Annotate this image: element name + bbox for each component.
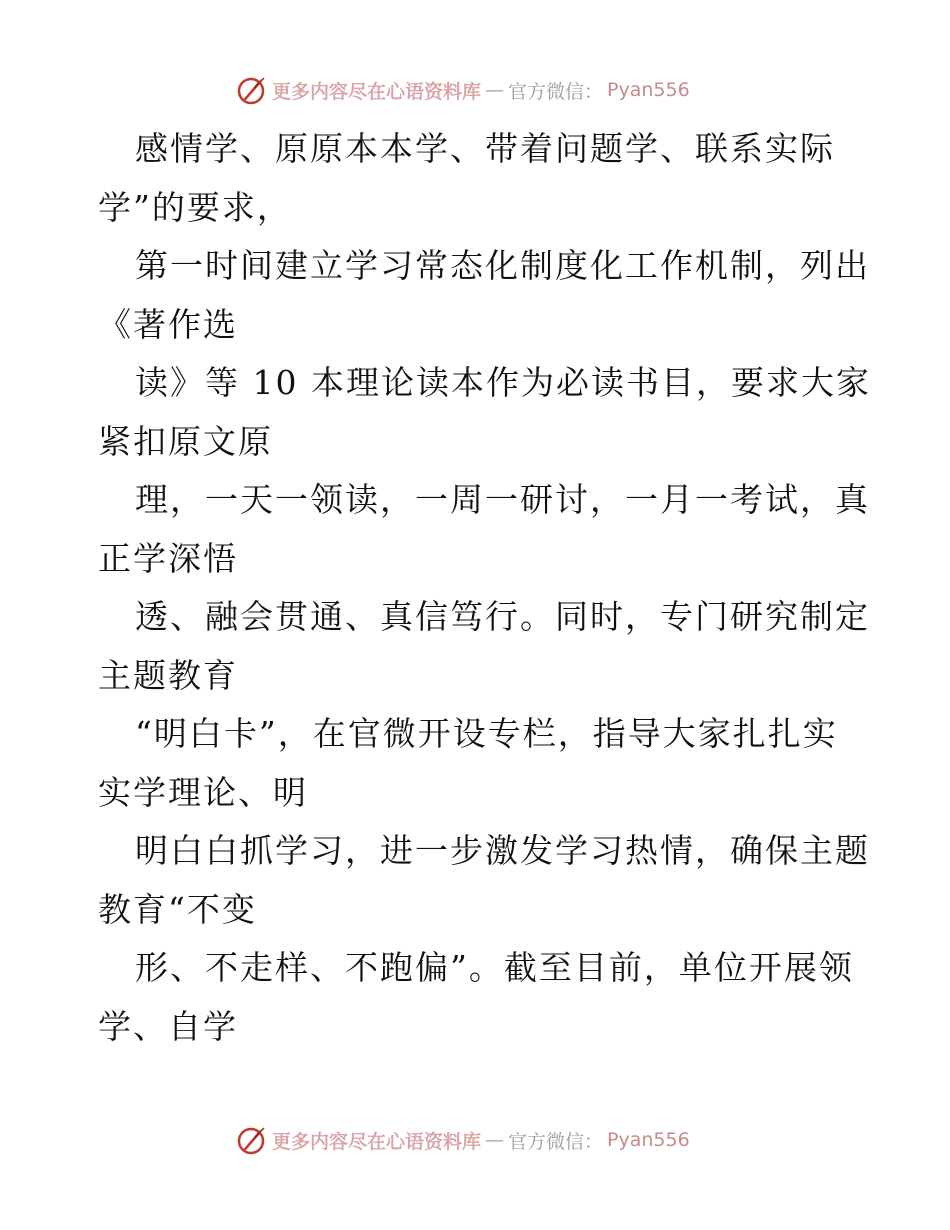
body-line: “明白卡”，在官微开设专栏，指导大家扎扎实 xyxy=(135,714,838,753)
body-line: 学、自学 xyxy=(98,1006,238,1046)
footer-watermark xyxy=(236,1122,690,1158)
body-line: 第一时间建立学习常态化制度化工作机制，列出 xyxy=(135,246,870,285)
watermark-label: 官方微信： xyxy=(508,80,604,103)
body-line: 实学理论、明 xyxy=(98,772,308,812)
body-line: 明白白抓学习，进一步激发学习热情，确保主题 xyxy=(135,831,870,870)
watermark-dash: — xyxy=(485,1129,505,1151)
watermark-dash: — xyxy=(485,79,505,101)
watermark-brand: 更多内容尽在心语资料库 xyxy=(272,80,482,103)
body-line: 读》等 10 本理论读本作为必读书目，要求大家 xyxy=(135,363,871,402)
body-line: 紧扣原文原 xyxy=(98,421,273,461)
header-watermark xyxy=(236,72,690,108)
watermark-brand: 更多内容尽在心语资料库 xyxy=(272,1130,482,1153)
quill-logo-icon xyxy=(236,74,268,106)
body-line: 透、融会贯通、真信笃行。同时，专门研究制定 xyxy=(135,597,870,636)
watermark-label: 官方微信： xyxy=(508,1130,604,1153)
body-line: 正学深悟 xyxy=(98,538,238,578)
body-line: 形、不走样、不跑偏”。截至目前，单位开展领 xyxy=(135,948,854,987)
body-line: 理，一天一领读，一周一研讨，一月一考试，真 xyxy=(135,480,870,519)
watermark-wechat-id: Pyan556 xyxy=(607,1129,690,1151)
body-line: 主题教育 xyxy=(98,655,238,695)
body-line: 《著作选 xyxy=(98,304,238,344)
body-line: 教育“不变 xyxy=(98,889,257,929)
body-line: 学”的要求， xyxy=(98,187,292,227)
quill-logo-icon xyxy=(236,1124,268,1156)
document-body xyxy=(98,120,871,1056)
body-line: 感情学、原原本本学、带着问题学、联系实际 xyxy=(135,129,835,168)
watermark-wechat-id: Pyan556 xyxy=(607,79,690,101)
